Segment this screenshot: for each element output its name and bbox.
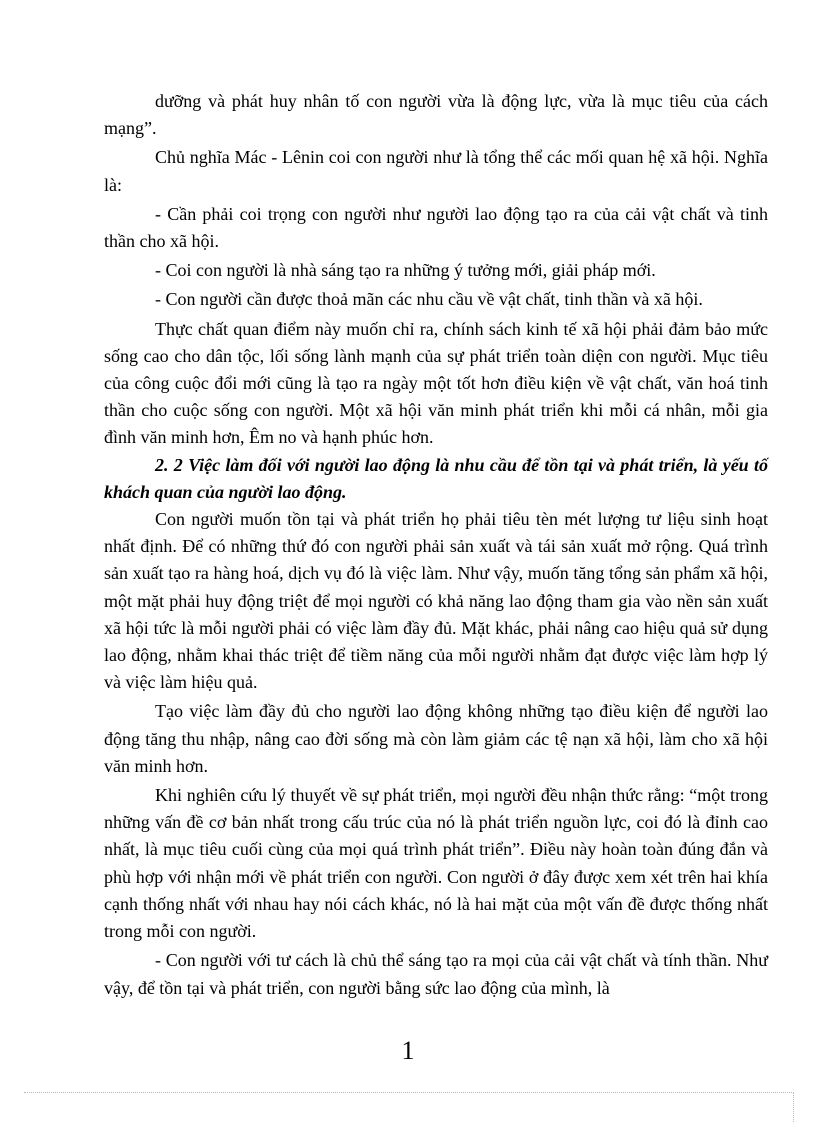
page-boundary-corner <box>793 1092 794 1122</box>
paragraph-marxism: Chủ nghĩa Mác - Lênin coi con người như là tổng thể các mối quan hệ xã hội. Nghĩa là: <box>104 147 768 195</box>
section-heading: 2. 2 Việc làm đối với người lao động là nhu cầu để tồn tại và phát triển, là yếu tố khách quan của người lao động. <box>104 454 768 502</box>
bullet-needs: - Con người cần được thoả mãn các nhu cầu về vật chất, tinh thần và xã hội. <box>155 289 703 310</box>
page-body <box>104 88 768 1002</box>
bullet-creator: - Coi con người là nhà sáng tạo ra những ý tưởng mới, giải pháp mới. <box>155 260 656 281</box>
paragraph-existence: Con người muốn tồn tại và phát triển họ phải tiêu tèn mét lượng tư liệu sinh hoạt nhất định. Để có những thứ đó con người phải sản xuất và tái sản xuất mở rộng. Quá trình sản xuất tạo ra hàng hoá, dịch vụ đó là việc làm. Như vậy, muốn tăng tổng sản phẩm xã hội, một mặt phải huy động triệt để mọi người có khả năng lao động tham gia vào nền sản xuất xã hội tức là mỗi người phải có việc làm đầy đủ. Mặt khác, phải nâng cao hiệu quả sử dụng lao động, nhằm khai thác triệt để tiềm năng của mỗi người nhằm đạt được việc làm hợp lý và việc làm hiệu quả. <box>104 509 768 693</box>
paragraph-job-creation: Tạo việc làm đầy đủ cho người lao động không những tạo điều kiện để người lao động tăng thu nhập, nâng cao đời sống mà còn làm giảm các tệ nạn xã hội, làm cho xã hội văn minh hơn. <box>104 701 768 776</box>
bullet-subject: - Con người với tư cách là chủ thể sáng tạo ra mọi của cải vật chất và tính thần. Như vậy, để tồn tại và phát triển, con người bằng sức lao động của mình, là <box>104 950 768 998</box>
page-number: 1 <box>401 1036 415 1065</box>
paragraph-development-theory: Khi nghiên cứu lý thuyết về sự phát triển, mọi người đều nhận thức rằng: “một trong những vấn đề cơ bản nhất trong cấu trúc của nó là phát triển nguồn lực, coi đó là đỉnh cao nhất, là mục tiêu cuối cùng của mọi quá trình phát triển”. Điều này hoàn toàn đúng đắn và phù hợp với nhận mới về phát triển con người. Con người ở đây được xem xét trên hai khía cạnh thống nhất với nhau hay nói cách khác, nó là hai mặt của một vấn đề được thống nhất trong mỗi con người. <box>104 785 768 942</box>
bullet-labor: - Cần phải coi trọng con người như người lao động tạo ra của cải vật chất và tinh thần cho xã hội. <box>104 203 768 252</box>
paragraph-essence: Thực chất quan điểm này muốn chỉ ra, chính sách kinh tế xã hội phải đảm bảo mức sống cao cho dân tộc, lối sống lành mạnh của sự phát triển toàn diện con người. Mục tiêu của công cuộc đổi mới cũng là tạo ra ngày một tốt hơn điều kiện về vật chất, văn hoá tinh thần cho cuộc sống con người. Một xã hội văn minh phát triển khi mỗi cá nhân, mỗi gia đình văn minh hơn, Êm no và hạnh phúc hơn. <box>104 318 768 448</box>
paragraph-continuation: dưỡng và phát huy nhân tố con người vừa là động lực, vừa là mục tiêu của cách mạng”. <box>104 91 768 139</box>
page-boundary-divider <box>24 1092 794 1093</box>
